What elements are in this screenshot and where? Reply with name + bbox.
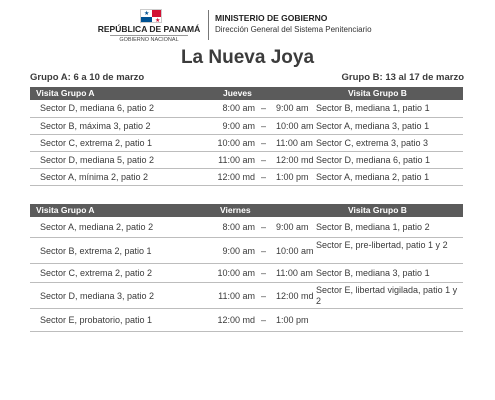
cell-end-time: 12:00 md bbox=[276, 291, 314, 301]
cell-start-time: 11:00 am bbox=[218, 291, 255, 301]
header-visita-b: Visita Grupo B bbox=[348, 88, 407, 98]
table-row bbox=[30, 238, 463, 264]
cell-end-time: 11:00 am bbox=[276, 138, 313, 148]
header-day: Jueves bbox=[223, 88, 252, 98]
cell-start-time: 11:00 am bbox=[218, 155, 255, 165]
cell-group-a: Sector D, mediana 5, patio 2 bbox=[40, 155, 155, 165]
cell-end-time: 10:00 am bbox=[276, 246, 314, 256]
table-row bbox=[30, 264, 463, 283]
cell-end-time: 9:00 am bbox=[276, 222, 309, 232]
cell-start-time: 9:00 am bbox=[222, 246, 255, 256]
cell-start-time: 8:00 am bbox=[222, 222, 255, 232]
panama-flag-icon: ★ ★ bbox=[140, 9, 162, 23]
cell-group-b: Sector C, extrema 3, patio 3 bbox=[316, 138, 429, 148]
table-header bbox=[30, 204, 463, 217]
header-day: Viernes bbox=[220, 205, 251, 215]
cell-group-a: Sector C, extrema 2, patio 1 bbox=[40, 138, 153, 148]
cell-group-a: Sector B, máxima 3, patio 2 bbox=[40, 121, 151, 131]
cell-start-time: 8:00 am bbox=[222, 103, 255, 113]
cell-group-b: Sector B, mediana 3, patio 1 bbox=[316, 268, 430, 278]
cell-group-b: Sector E, libertad vigilada, patio 1 y 2 bbox=[316, 285, 458, 306]
cell-group-b: Sector B, mediana 1, patio 1 bbox=[316, 103, 430, 113]
table-row bbox=[30, 283, 463, 309]
table-row bbox=[30, 217, 463, 238]
cell-dash: – bbox=[261, 138, 267, 148]
cell-dash: – bbox=[261, 121, 267, 131]
table-header bbox=[30, 87, 463, 100]
cell-dash: – bbox=[261, 268, 267, 278]
cell-group-a: Sector C, extrema 2, patio 2 bbox=[40, 268, 153, 278]
direccion-label: Dirección General del Sistema Penitenciario bbox=[215, 25, 372, 34]
cell-end-time: 10:00 am bbox=[276, 121, 314, 131]
cell-group-a: Sector D, mediana 3, patio 2 bbox=[40, 291, 155, 301]
cell-start-time: 12:00 md bbox=[217, 172, 255, 182]
table-row bbox=[30, 152, 463, 169]
schedule-table-viernes bbox=[30, 204, 463, 332]
table-row bbox=[30, 118, 463, 135]
cell-start-time: 10:00 am bbox=[217, 268, 255, 278]
cell-dash: – bbox=[261, 155, 267, 165]
cell-group-b: Sector B, mediana 1, patio 2 bbox=[316, 222, 430, 232]
cell-end-time: 12:00 md bbox=[276, 155, 314, 165]
cell-group-a: Sector D, mediana 6, patio 2 bbox=[40, 103, 155, 113]
header-visita-b: Visita Grupo B bbox=[348, 205, 407, 215]
cell-group-a: Sector A, mínima 2, patio 2 bbox=[40, 172, 149, 182]
cell-group-a: Sector B, extrema 2, patio 1 bbox=[40, 246, 152, 256]
ministerio-label: MINISTERIO DE GOBIERNO bbox=[215, 13, 328, 23]
gobierno-label: GOBIERNO NACIONAL bbox=[110, 35, 188, 43]
header-divider bbox=[208, 10, 209, 40]
cell-group-a: Sector A, mediana 2, patio 2 bbox=[40, 222, 154, 232]
table-row bbox=[30, 309, 463, 332]
cell-dash: – bbox=[261, 315, 267, 325]
cell-group-b: Sector A, mediana 2, patio 1 bbox=[316, 172, 430, 182]
table-row bbox=[30, 135, 463, 152]
header-visita-a: Visita Grupo A bbox=[36, 88, 95, 98]
cell-end-time: 1:00 pm bbox=[276, 315, 309, 325]
cell-dash: – bbox=[261, 246, 267, 256]
cell-group-b: Sector E, pre-libertad, patio 1 y 2 bbox=[316, 240, 448, 250]
group-b-dates: Grupo B: 13 al 17 de marzo bbox=[341, 72, 464, 83]
cell-group-a: Sector E, probatorio, patio 1 bbox=[40, 315, 153, 325]
republica-label: REPÚBLICA DE PANAMÁ bbox=[97, 24, 201, 34]
cell-end-time: 9:00 am bbox=[276, 103, 309, 113]
page-title: La Nueva Joya bbox=[180, 47, 315, 68]
cell-group-b: Sector D, mediana 6, patio 1 bbox=[316, 155, 431, 165]
cell-end-time: 1:00 pm bbox=[276, 172, 309, 182]
table-row bbox=[30, 100, 463, 118]
cell-dash: – bbox=[261, 103, 267, 113]
cell-group-b: Sector A, mediana 3, patio 1 bbox=[316, 121, 430, 131]
header bbox=[0, 6, 495, 42]
cell-start-time: 10:00 am bbox=[217, 138, 255, 148]
cell-dash: – bbox=[261, 291, 267, 301]
header-visita-a: Visita Grupo A bbox=[36, 205, 95, 215]
cell-dash: – bbox=[261, 172, 267, 182]
cell-end-time: 11:00 am bbox=[276, 268, 313, 278]
group-a-dates: Grupo A: 6 a 10 de marzo bbox=[30, 72, 145, 83]
cell-start-time: 9:00 am bbox=[222, 121, 255, 131]
table-row bbox=[30, 169, 463, 186]
cell-start-time: 12:00 md bbox=[217, 315, 255, 325]
schedule-table-jueves bbox=[30, 87, 463, 186]
cell-dash: – bbox=[261, 222, 267, 232]
